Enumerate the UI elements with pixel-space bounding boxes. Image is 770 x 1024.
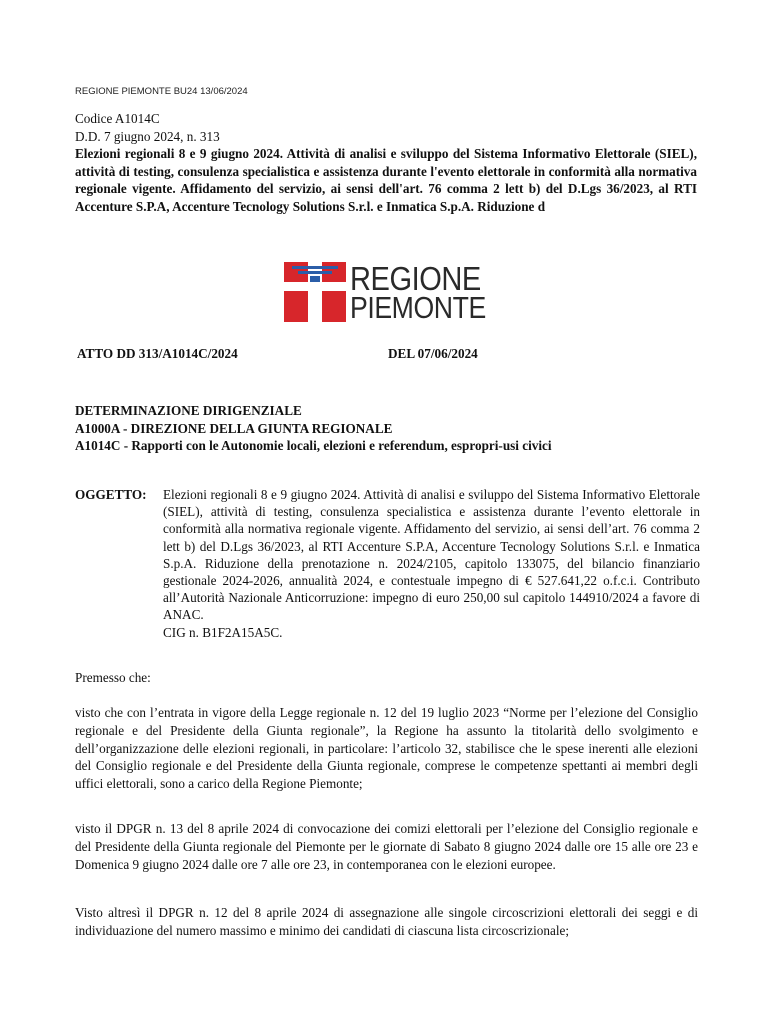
intro-title: Elezioni regionali 8 e 9 giugno 2024. Attività di analisi e sviluppo del Sistema Informativo Elettorale (SIEL), attività di testing, consulenza specialistica e assistenza durante l'evento elettorale in conformità alla normativa regionale vigente. Affidamento del servizio, ai sensi dell'art. 76 comma 2 lett b) del D.Lgs 36/2023, al RTI Accenture S.P.A, Accenture Tecnology Solutions S.r.l. e Inmatica S.p.A. Riduzione d — [75, 146, 697, 214]
premesso-heading: Premesso che: — [75, 670, 151, 685]
atto-number: ATTO DD 313/A1014C/2024 — [77, 346, 238, 361]
oggetto-block — [75, 486, 700, 641]
regione-piemonte-emblem-icon — [284, 262, 346, 322]
oggetto-label: OGGETTO: — [75, 487, 147, 502]
codice-line: Codice A1014C — [75, 111, 160, 126]
atto-date: DEL 07/06/2024 — [388, 346, 478, 361]
cig-line: CIG n. B1F2A15A5C. — [163, 624, 283, 640]
oggetto-text: Elezioni regionali 8 e 9 giugno 2024. Attività di analisi e sviluppo del Sistema Informativo Elettorale (SIEL), attività di testing, consulenza specialistica e assistenza durante l’evento elettorale in conformità alla normativa regionale vigente. Affidamento del servizio, ai sensi dell’art. 76 comma 2 lett b) del D.Lgs 36/2023, al RTI Accenture S.P.A, Accenture Tecnology Solutions S.r.l. e Inmatica S.p.A. Riduzione della prenotazione n. 2024/2105, capitolo 133075, del bilancio finanziario gestionale 2024-2026, annualità 2024, e contestuale impegno di € 527.641,22 o.f.c.i. Contributo all’Autorità Nazionale Anticorruzione: impegno di euro 250,00 sul capitolo 144910/2024 a favore di ANAC. — [163, 487, 700, 623]
logo-word-regione: REGIONE — [350, 260, 481, 297]
paragraph: Visto altresì il DPGR n. 12 del 8 aprile 2024 di assegnazione alle singole circoscrizioni elettorali dei seggi e di individuazione del numero massimo e minimo dei candidati di ciascuna lista circoscrizionale; — [75, 905, 698, 938]
intro-block — [75, 110, 697, 215]
determinazione-block — [75, 402, 715, 455]
determinazione-title: DETERMINAZIONE DIRIGENZIALE — [75, 403, 302, 418]
dd-line: D.D. 7 giugno 2024, n. 313 — [75, 128, 220, 144]
direzione-line: A1000A - DIREZIONE DELLA GIUNTA REGIONALE — [75, 420, 393, 436]
settore-line: A1014C - Rapporti con le Autonomie locali, elezioni e referendum, espropri-usi civici — [75, 438, 552, 453]
paragraph: visto che con l’entrata in vigore della Legge regionale n. 12 del 19 luglio 2023 “Norme per l’elezione del Consiglio regionale e del Presidente della Giunta regionale”, la Regione ha assunto la titolarità dello svolgimento e dell’organizzazione delle elezioni regionali, in particolare: l’articolo 32, stabilisce che le spese inerenti alle elezioni del Consiglio regionale e del Presidente della Giunta regionale, comprese le competenze spettanti ai membri degli uffici elettorali, sono a carico della Regione Piemonte; — [75, 705, 698, 792]
paragraph: visto il DPGR n. 13 del 8 aprile 2024 di convocazione dei comizi elettorali per l’elezione del Consiglio regionale e del Presidente della Giunta regionale del Piemonte per le giornate di Sabato 8 giugno 2024 dalle ore 15 alle ore 23 e Domenica 9 giugno 2024 dalle ore 7 alle ore 23, in contemporanea con le elezioni europee. — [75, 821, 698, 872]
publication-header: REGIONE PIEMONTE BU24 13/06/2024 — [75, 86, 248, 97]
regione-piemonte-logo — [284, 262, 488, 324]
logo-word-piemonte: PIEMONTE — [350, 290, 486, 325]
